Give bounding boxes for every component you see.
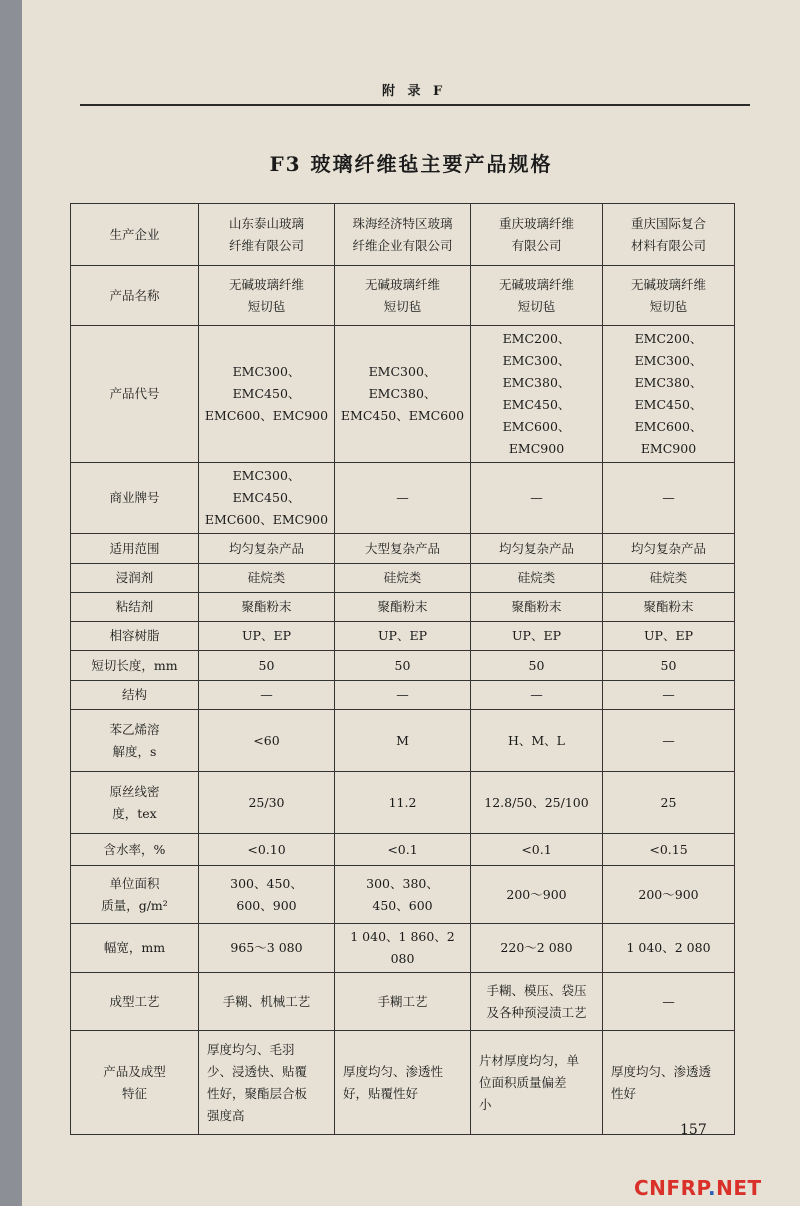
table-cell: 50 (603, 651, 735, 681)
table-cell: M (335, 710, 471, 772)
row-label: 幅宽，mm (71, 924, 199, 973)
table-cell: <0.1 (471, 834, 603, 866)
table-cell: 均匀复杂产品 (199, 534, 335, 564)
table-cell: 聚酯粉末 (199, 593, 335, 622)
table-row (71, 204, 735, 266)
row-label: 浸润剂 (71, 564, 199, 593)
table-cell: 大型复杂产品 (335, 534, 471, 564)
row-label: 含水率，% (71, 834, 199, 866)
table-cell: UP、EP (335, 622, 471, 651)
table-cell: 重庆国际复合 材料有限公司 (603, 204, 735, 266)
table-cell: 聚酯粉末 (471, 593, 603, 622)
table-cell: 厚度均匀、渗透透 性好 (603, 1031, 735, 1135)
table-cell: 硅烷类 (603, 564, 735, 593)
row-label: 产品及成型 特征 (71, 1031, 199, 1135)
row-label: 单位面积 质量，g/m² (71, 866, 199, 924)
table-cell: — (471, 463, 603, 534)
table-cell: <0.15 (603, 834, 735, 866)
table-cell: 聚酯粉末 (335, 593, 471, 622)
table-cell: 1 040、1 860、2 080 (335, 924, 471, 973)
table-cell: 11.2 (335, 772, 471, 834)
table-cell: — (199, 681, 335, 710)
table-cell: EMC300、EMC380、 EMC450、EMC600 (335, 326, 471, 463)
table-row (71, 710, 735, 772)
table-row (71, 681, 735, 710)
table-row (71, 772, 735, 834)
table-cell: 珠海经济特区玻璃 纤维企业有限公司 (335, 204, 471, 266)
row-label: 产品名称 (71, 266, 199, 326)
table-cell: 50 (199, 651, 335, 681)
row-label: 粘结剂 (71, 593, 199, 622)
table-cell: 手糊工艺 (335, 973, 471, 1031)
table-cell: EMC300、EMC450、 EMC600、EMC900 (199, 463, 335, 534)
table-cell: 硅烷类 (199, 564, 335, 593)
table-cell: 手糊、机械工艺 (199, 973, 335, 1031)
table-cell: 聚酯粉末 (603, 593, 735, 622)
table-cell: 300、380、 450、600 (335, 866, 471, 924)
table-row (71, 593, 735, 622)
row-label: 相容树脂 (71, 622, 199, 651)
table-cell: 50 (471, 651, 603, 681)
table-cell: 厚度均匀、毛羽 少、浸透快、贴覆 性好，聚酯层合板 强度高 (199, 1031, 335, 1135)
table-cell: EMC200、EMC300、 EMC380、EMC450、 EMC600、EMC900 (471, 326, 603, 463)
table-cell: — (471, 681, 603, 710)
watermark-logo (634, 1176, 762, 1200)
table-cell: 无碱玻璃纤维 短切毡 (603, 266, 735, 326)
table-cell: 200～900 (603, 866, 735, 924)
table-cell: — (335, 681, 471, 710)
row-label: 商业牌号 (71, 463, 199, 534)
table-cell: EMC300、EMC450、 EMC600、EMC900 (199, 326, 335, 463)
header-rule (80, 104, 750, 106)
row-label: 短切长度，mm (71, 651, 199, 681)
table-row (71, 834, 735, 866)
running-head: 附 录 F (382, 84, 447, 99)
table-cell: 220～2 080 (471, 924, 603, 973)
page-number: 157 (680, 1122, 707, 1138)
table-cell: — (603, 681, 735, 710)
table-cell: <60 (199, 710, 335, 772)
table-cell: — (603, 463, 735, 534)
table-row (71, 463, 735, 534)
table-cell: 50 (335, 651, 471, 681)
row-label: 苯乙烯溶 解度，s (71, 710, 199, 772)
table-cell: 200～900 (471, 866, 603, 924)
table-row (71, 266, 735, 326)
table-cell: — (335, 463, 471, 534)
row-label: 成型工艺 (71, 973, 199, 1031)
watermark-dot: . (707, 1176, 717, 1200)
row-label: 适用范围 (71, 534, 199, 564)
table-cell: UP、EP (199, 622, 335, 651)
table-cell: — (603, 973, 735, 1031)
table-cell: <0.10 (199, 834, 335, 866)
table-cell: 无碱玻璃纤维 短切毡 (471, 266, 603, 326)
table-title: F3 玻璃纤维毡主要产品规格 (269, 152, 553, 176)
table-cell: 12.8/50、25/100 (471, 772, 603, 834)
table-cell: 无碱玻璃纤维 短切毡 (199, 266, 335, 326)
book-page (22, 0, 800, 1206)
table-row (71, 973, 735, 1031)
table-cell: <0.1 (335, 834, 471, 866)
table-row (71, 924, 735, 973)
table-cell: 均匀复杂产品 (471, 534, 603, 564)
row-label: 产品代号 (71, 326, 199, 463)
watermark-text-suffix: NET (716, 1176, 762, 1200)
table-cell: UP、EP (471, 622, 603, 651)
table-row (71, 651, 735, 681)
table-row (71, 622, 735, 651)
table-cell: 无碱玻璃纤维 短切毡 (335, 266, 471, 326)
row-label: 生产企业 (71, 204, 199, 266)
table-row (71, 326, 735, 463)
watermark-text: CNFRP (634, 1176, 708, 1200)
table-cell: 手糊、模压、袋压 及各种预浸渍工艺 (471, 973, 603, 1031)
table-cell: 均匀复杂产品 (603, 534, 735, 564)
row-label: 原丝线密 度，tex (71, 772, 199, 834)
table-cell: 25/30 (199, 772, 335, 834)
table-cell: 山东泰山玻璃 纤维有限公司 (199, 204, 335, 266)
table-cell: H、M、L (471, 710, 603, 772)
table-cell: 965～3 080 (199, 924, 335, 973)
table-cell: 片材厚度均匀，单 位面积质量偏差 小 (471, 1031, 603, 1135)
row-label: 结构 (71, 681, 199, 710)
table-cell: 300、450、 600、900 (199, 866, 335, 924)
table-cell: EMC200、EMC300、 EMC380、EMC450、 EMC600、EMC900 (603, 326, 735, 463)
table-cell: 厚度均匀、渗透性 好，贴覆性好 (335, 1031, 471, 1135)
table-cell: UP、EP (603, 622, 735, 651)
table-cell: 重庆玻璃纤维 有限公司 (471, 204, 603, 266)
table-row (71, 534, 735, 564)
table-cell: — (603, 710, 735, 772)
table-row (71, 564, 735, 593)
table-row (71, 866, 735, 924)
table-cell: 硅烷类 (471, 564, 603, 593)
spec-table (70, 203, 735, 1135)
table-cell: 1 040、2 080 (603, 924, 735, 973)
table-cell: 硅烷类 (335, 564, 471, 593)
table-row (71, 1031, 735, 1135)
table-cell: 25 (603, 772, 735, 834)
